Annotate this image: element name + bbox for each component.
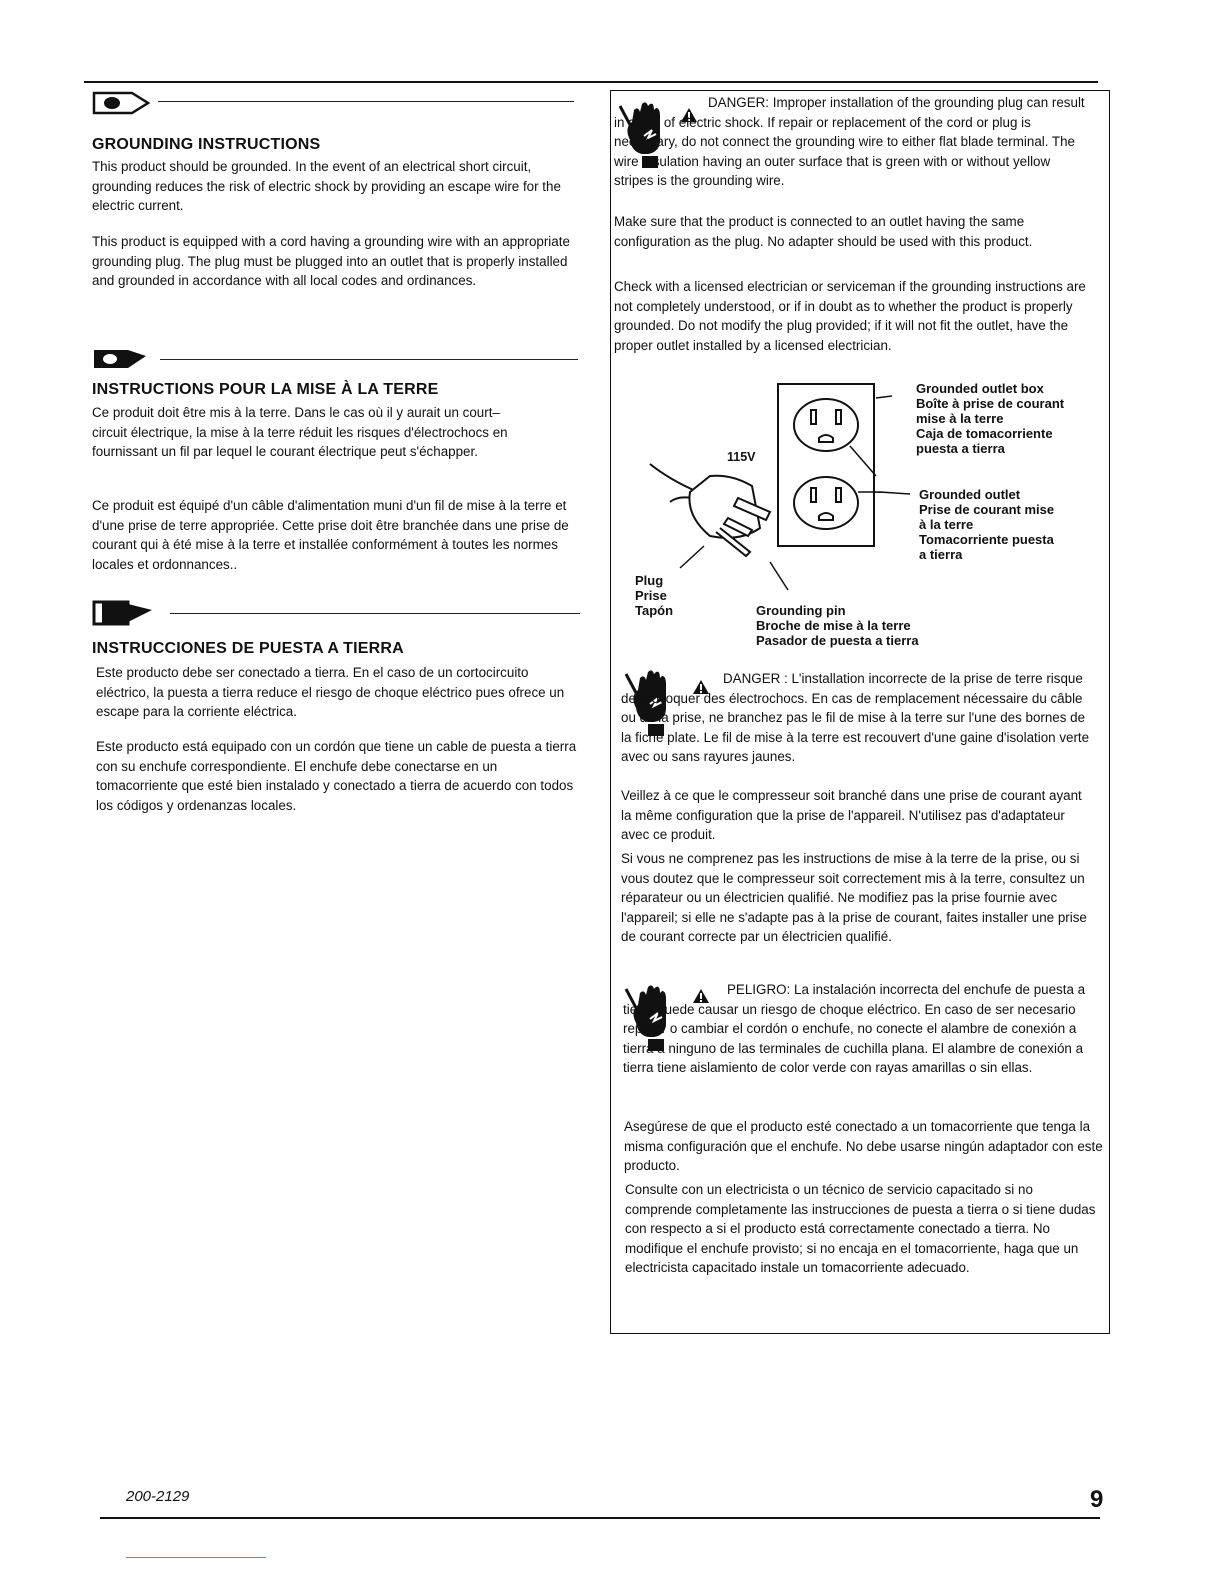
danger-en-paragraph-2: Make sure that the product is connected to an outlet having the same configuration as the plug. No adapter should be used with this product. <box>614 214 1033 249</box>
danger-en-text <box>614 93 1092 191</box>
label-line: Grounded outlet box <box>916 381 1044 396</box>
english-paragraph-2: This product is equipped with a cord having a grounding wire with an appropriate grounding plug. The plug must be plugged into an outlet that is properly installed and grounded in accordance with all local codes and ordinances. <box>92 234 570 288</box>
label-line: mise à la terre <box>916 411 1004 426</box>
label-line: Pasador de puesta a tierra <box>756 633 919 648</box>
english-heading: GROUNDING INSTRUCTIONS <box>92 136 321 153</box>
danger-es-text <box>623 980 1101 1078</box>
label-line: Boîte à prise de courant <box>916 396 1065 411</box>
danger-es-label: PELIGRO: <box>727 982 791 997</box>
label-line: Prise de courant mise <box>919 502 1055 517</box>
danger-fr-paragraph-3: Si vous ne comprenez pas les instructions de mise à la terre de la prise, ou si vous doutez que le compresseur soit correctement mis à la terre, consultez un réparateur ou un électricien qualifié. Ne modifiez pas la prise fournie avec l'appareil; si elle ne s'adapte pas à la prise de courant, faites installer une prise de courant correcte par un électricien qualifié. <box>621 851 1087 944</box>
danger-en-lead: Improper installation of the grounding plug can result in a risk of electric shock. If repair or replacement of the cord or plug is necessary, do not connect the grounding wire to either flat blade terminal. The wire insulation having an outer surface that is green with or without yellow stripes is the grounding wire. <box>614 95 1085 188</box>
document-code: 200-2129 <box>126 1488 190 1505</box>
spanish-heading: INSTRUCCIONES DE PUESTA A TIERRA <box>92 640 404 657</box>
label-line: Grounded outlet <box>919 487 1021 502</box>
danger-fr-text <box>621 669 1099 767</box>
plug-label <box>635 573 673 618</box>
grounded-outlet-label <box>919 487 1054 562</box>
spanish-paragraph-1: Este producto debe ser conectado a tierra. En el caso de un cortocircuito eléctrico, la puesta a tierra reduce el riesgo de choque eléctrico pues ofrece un escape para la corriente eléctrica. <box>96 665 565 719</box>
label-line: Prise <box>635 588 667 603</box>
label-line: a tierra <box>919 547 963 562</box>
grounding-pin-label <box>756 603 919 648</box>
spanish-language-icon <box>92 600 164 626</box>
french-paragraph-2: Ce produit est équipé d'un câble d'alimentation muni d'un fil de mise à la terre et d'une prise de terre appropriée. Cette prise doit être branchée dans une prise de courant qui à été mise à la terre et installée conformément à toutes les normes locales et ordonnances.. <box>92 498 569 572</box>
danger-es-paragraph-2: Asegúrese de que el producto esté conectado a un tomacorriente que tenga la misma configuración que el enchufe. No debe usarse ningún adaptador con este producto. <box>624 1119 1103 1173</box>
label-line: Plug <box>635 573 664 588</box>
label-line: puesta a tierra <box>916 441 1005 456</box>
danger-fr-lead: L'installation incorrecte de la prise de terre risque de provoquer des électrochocs. En cas de remplacement nécessaire du câble ou de la prise, ne branchez pas le fil de mise à la terre sur l'une des bornes de la fiche plate. Le fil de mise à la terre est recouvert d'une gaine d'isolation verte avec ou sans rayures jaunes. <box>621 671 1090 764</box>
top-rule <box>84 81 1098 83</box>
outlet-plug-diagram <box>620 380 920 600</box>
english-paragraph-1: This product should be grounded. In the event of an electrical short circuit, grounding reduces the risk of electric shock by providing an escape wire for the electric current. <box>92 159 561 213</box>
french-heading: INSTRUCTIONS POUR LA MISE À LA TERRE <box>92 381 439 398</box>
spanish-paragraph-2: Este producto está equipado con un cordón que tiene un cable de puesta a tierra con su enchufe correspondiente. El enchufe debe conectarse en un tomacorriente que esté bien instalado y conectado a tierra de acuerdo con todos los códigos y ordenanzas locales. <box>96 739 577 813</box>
bottom-rule <box>100 1517 1100 1519</box>
bottom-accent-line <box>126 1557 266 1558</box>
danger-en-paragraph-3: Check with a licensed electrician or serviceman if the grounding instructions are not completely understood, or if in doubt as to whether the product is properly grounded. Do not modify the plug provided; if it will not fit the outlet, have the proper outlet installed by a licensed electrician. <box>614 279 1086 353</box>
label-line: à la terre <box>919 517 974 532</box>
outlet-box-label <box>916 381 1064 456</box>
danger-fr-label: DANGER : <box>723 671 788 686</box>
label-line: Tapón <box>635 603 674 618</box>
french-paragraph-1: Ce produit doit être mis à la terre. Dans le cas où il y aurait un court–circuit électrique, la mise à la terre réduit les risques d'électrochocs en fournissant un fil par lequel le courant électrique peut s'échapper. <box>92 405 508 459</box>
danger-en-label: DANGER: <box>708 95 770 110</box>
danger-es-paragraph-3: Consulte con un electricista o un técnico de servicio capacitado si no comprende completamente las instrucciones de puesta a tierra o si tiene dudas con respecto a si el producto está correctamente conectado a tierra. No modifique el enchufe provisto; si no encaja en el tomacorriente, haga que un electricista capacitado instale un tomacorriente adecuado. <box>625 1182 1096 1275</box>
label-line: Caja de tomacorriente <box>916 426 1053 441</box>
danger-fr-paragraph-2: Veillez à ce que le compresseur soit branché dans une prise de courant ayant la même configuration que la prise de l'appareil. N'utilisez pas d'adaptateur avec ce produit. <box>621 788 1082 842</box>
french-language-icon <box>92 348 152 370</box>
english-language-icon <box>92 91 152 117</box>
voltage-label: 115V <box>727 450 756 464</box>
label-line: Grounding pin <box>756 603 846 618</box>
label-line: Tomacorriente puesta <box>919 532 1054 547</box>
label-line: Broche de mise à la terre <box>756 618 911 633</box>
page-number: 9 <box>1090 1486 1104 1513</box>
section-rule <box>170 613 580 614</box>
danger-es-lead: La instalación incorrecta del enchufe de puesta a tierra puede causar un riesgo de choque eléctrico. En caso de ser necesario reparar o cambiar el cordón o enchufe, no conecte el alambre de conexión a tierra a ninguno de las terminales de cuchilla plana. El alambre de conexión a tierra tiene aislamiento de color verde con rayas amarillas o sin ellas. <box>623 982 1086 1075</box>
section-rule <box>158 101 574 102</box>
section-rule <box>160 359 578 360</box>
